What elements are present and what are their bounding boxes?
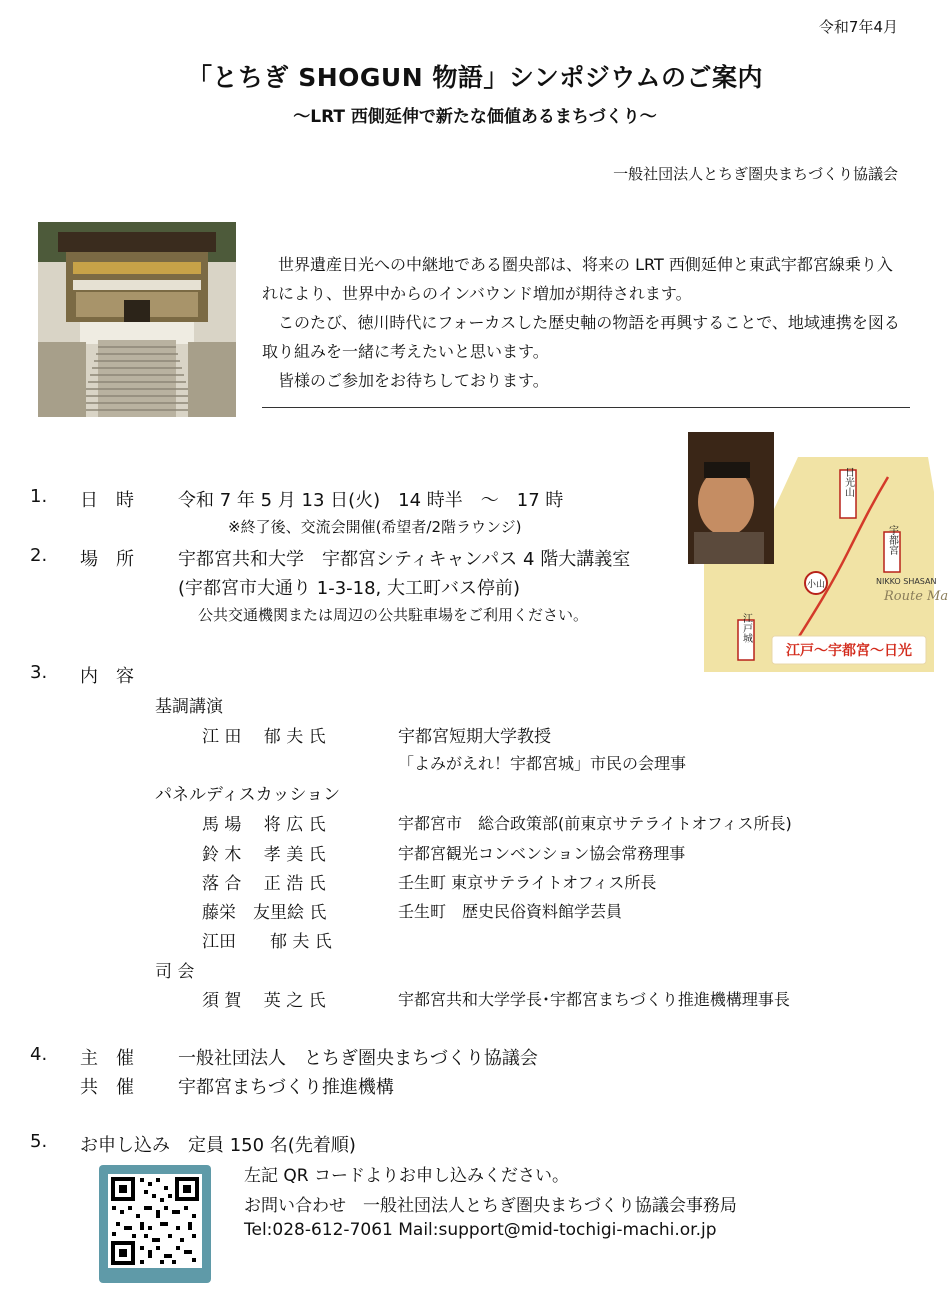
qr-code[interactable] bbox=[99, 1165, 211, 1283]
panelist-role: 宇都宮観光コンベンション協会常務理事 bbox=[398, 844, 686, 863]
section-1-number: 1. bbox=[30, 486, 48, 507]
mc-name: 須 賀 英 之 氏 bbox=[202, 991, 326, 1011]
intro-paragraph: このたび、徳川時代にフォーカスした歴史軸の物語を再興することで、地域連携を図る取り組みを一緒に考えたいと思います。 bbox=[262, 313, 900, 361]
keynote-speaker-role: 宇都宮短期大学教授 bbox=[398, 727, 551, 747]
panelist-name: 鈴 木 孝 美 氏 bbox=[202, 845, 326, 865]
panelist-role: 宇都宮市 総合政策部(前東京サテライトオフィス所長) bbox=[398, 814, 792, 833]
mc-role: 宇都宮共和大学学長･宇都宮まちづくり推進機構理事長 bbox=[398, 990, 790, 1009]
inquiry-contact: お問い合わせ 一般社団法人とちぎ圏央まちづくり協議会事務局 bbox=[244, 1196, 737, 1216]
keynote-speaker-name: 江 田 郁 夫 氏 bbox=[202, 727, 326, 747]
section-2-label: 場 所 bbox=[80, 549, 134, 570]
qr-code-pattern bbox=[108, 1174, 202, 1268]
cohost-organization: 宇都宮まちづくり推進機構 bbox=[178, 1077, 394, 1098]
application-instructions: 左記 QR コードよりお申し込みください。 bbox=[244, 1166, 569, 1186]
panelist-name: 藤栄 友里絵 氏 bbox=[202, 903, 327, 923]
map-label-oyama: 小山 bbox=[806, 580, 826, 590]
panelist-role: 壬生町 東京サテライトオフィス所長 bbox=[398, 873, 657, 892]
intro-paragraph: 世界遺産日光への中継地である圏央部は、将来の LRT 西側延伸と東武宇都宮線乗り入れにより、世界中からのインバウンド増加が期待されます。 bbox=[262, 255, 893, 303]
section-5-number: 5. bbox=[30, 1131, 48, 1152]
section-4-number: 4. bbox=[30, 1044, 48, 1065]
panelist-role: 壬生町 歴史民俗資料館学芸員 bbox=[398, 902, 623, 921]
venue-note: 公共交通機関または周辺の公共駐車場をご利用ください。 bbox=[198, 606, 589, 624]
organizer-name: 一般社団法人とちぎ圏央まちづくり協議会 bbox=[613, 165, 898, 183]
page-title: 「とちぎ SHOGUN 物語」シンポジウムのご案内 bbox=[187, 63, 763, 92]
map-label-nikkosan: 日光山 bbox=[842, 467, 854, 497]
map-route-title: Route Ma bbox=[884, 589, 949, 604]
keynote-speaker-role-2: 「よみがえれ！宇都宮城」市民の会理事 bbox=[398, 754, 687, 773]
shrine-gate-photo bbox=[38, 222, 236, 417]
map-caption: 江戸～宇都宮～日光 bbox=[786, 643, 912, 659]
panel-heading: パネルディスカッション bbox=[155, 785, 341, 805]
contact-tel-mail[interactable]: Tel:028-612-7061 Mail:support@mid-tochigi-machi.or.jp bbox=[244, 1220, 717, 1240]
section-3-number: 3. bbox=[30, 662, 48, 683]
intro-paragraph: 皆様のご参加をお待ちしております。 bbox=[278, 371, 549, 390]
keynote-heading: 基調講演 bbox=[155, 697, 223, 717]
section-4-label: 主 催 bbox=[80, 1048, 134, 1069]
map-label-utsunomiya: 宇都宮 bbox=[886, 525, 898, 555]
section-2-number: 2. bbox=[30, 545, 48, 566]
issue-date: 令和7年4月 bbox=[818, 18, 898, 36]
host-organization: 一般社団法人 とちぎ圏央まちづくり協議会 bbox=[178, 1048, 538, 1069]
section-1-label: 日 時 bbox=[80, 490, 134, 511]
intro-text bbox=[262, 250, 902, 395]
event-datetime-note: ※終了後、交流会開催(希望者/2階ラウンジ) bbox=[228, 518, 522, 536]
section-3-label: 内 容 bbox=[80, 666, 134, 687]
page-subtitle: ～LRT 西側延伸で新たな価値あるまちづくり～ bbox=[293, 107, 657, 127]
map-route-en: NIKKO SHASAN bbox=[876, 577, 937, 586]
map-label-edo: 江戸城 bbox=[740, 613, 752, 643]
cohost-label: 共 催 bbox=[80, 1077, 134, 1098]
venue-address: (宇都宮市大通り 1-3-18, 大工町バス停前) bbox=[178, 578, 521, 599]
application-heading: お申し込み 定員 150 名(先着順) bbox=[80, 1135, 356, 1156]
panelist-name: 江田 郁 夫 氏 bbox=[202, 932, 332, 952]
panelist-name: 落 合 正 浩 氏 bbox=[202, 874, 326, 894]
route-map-image bbox=[688, 432, 949, 672]
panelist-name: 馬 場 将 広 氏 bbox=[202, 815, 326, 835]
divider bbox=[262, 407, 910, 408]
venue-name: 宇都宮共和大学 宇都宮シティキャンパス 4 階大講義室 bbox=[178, 549, 631, 570]
mc-heading: 司 会 bbox=[155, 962, 195, 982]
event-datetime: 令和 7 年 5 月 13 日(火) 14 時半 ～ 17 時 bbox=[178, 490, 564, 511]
